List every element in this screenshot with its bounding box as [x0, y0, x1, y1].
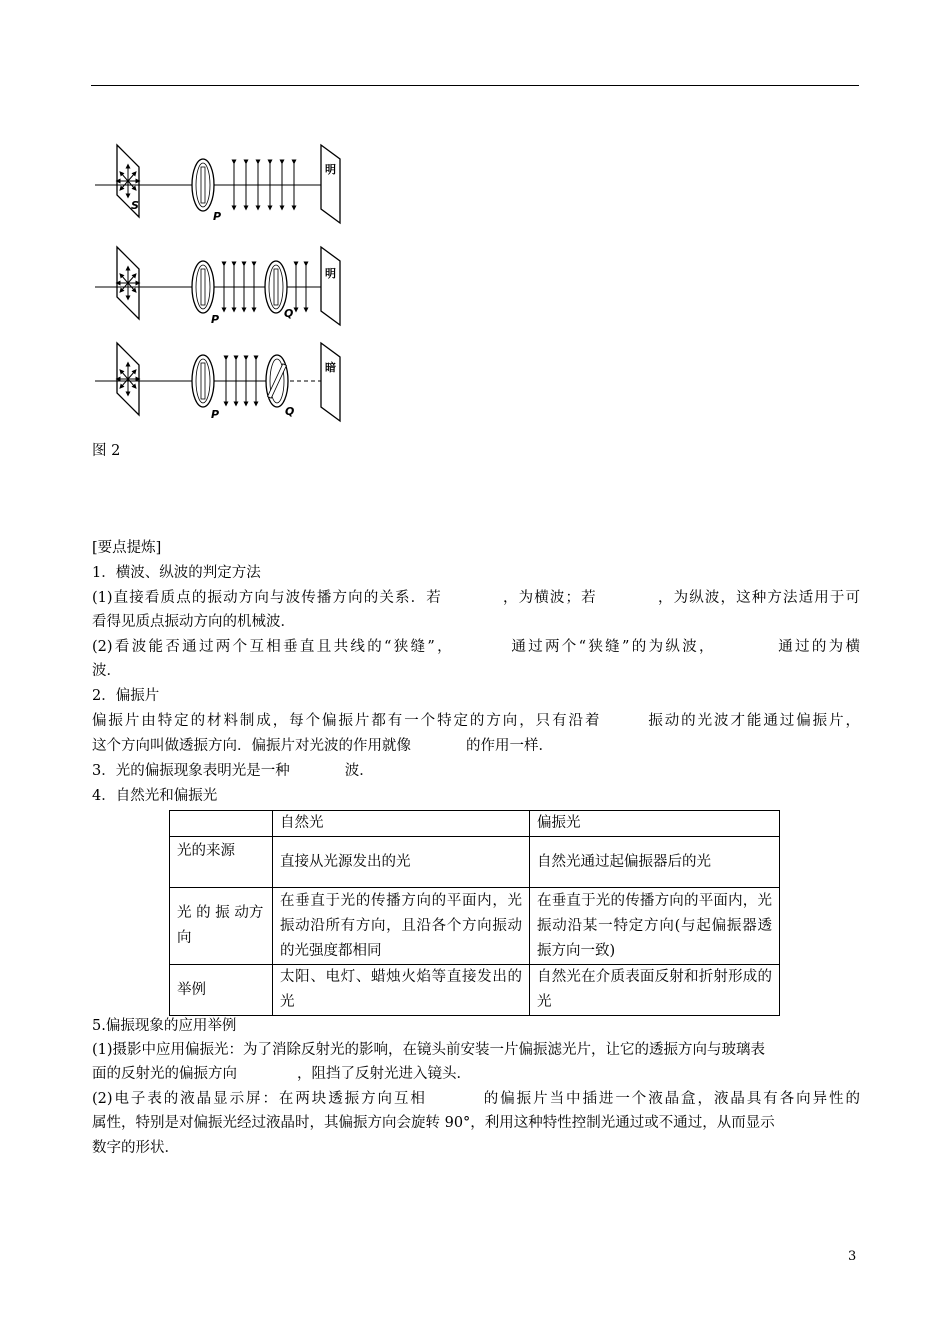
polarizer-label: P	[213, 210, 222, 223]
section-5-para-1-cont: 面的反射光的偏振方向 ，阻挡了反射光进入镜头．	[92, 1066, 471, 1082]
analyzer-label: Q	[284, 307, 294, 320]
section-2-para-cont: 这个方向叫做透振方向．偏振片对光波的作用就像 的作用一样．	[92, 738, 553, 754]
section-2-title: 2．偏振片	[92, 688, 160, 704]
section-5-para-2-end: 数字的形状．	[92, 1140, 179, 1156]
screen-label: 明	[325, 163, 336, 176]
section-5-para-2: (2)电子表的液晶显示屏：在两块透振方向互相 的偏振片当中插进一个液晶盒，液晶具有各向异性的	[92, 1091, 860, 1107]
table-cell: 在垂直于光的传播方向的平面内，光振动沿某一特定方向(与起偏振器透振方向一致)	[530, 888, 780, 965]
page-number: 3	[848, 1249, 857, 1264]
key-points-heading: [要点提炼]	[92, 540, 162, 556]
section-1-para-2: (2)看波能否通过两个互相垂直且共线的“狭缝”， 通过两个“狭缝”的为纵波， 通过的为横	[92, 639, 860, 655]
svg-text:明: 明	[325, 267, 336, 280]
table-row	[170, 888, 780, 965]
figure-row-2	[95, 247, 340, 326]
section-5-para-2-cont: 属性，特别是对偏振光经过液晶时，其偏振方向会旋转 90°，利用这种特性控制光通过或不通过，从而显示	[92, 1115, 775, 1131]
screen	[321, 145, 340, 223]
section-2-para: 偏振片由特定的材料制成，每个偏振片都有一个特定的方向，只有沿着 振动的光波才能通过偏振片，	[92, 713, 861, 729]
table-header-cell: 偏振光	[530, 811, 780, 837]
table-row-label: 举例	[170, 965, 273, 1016]
source-label: S	[131, 199, 139, 212]
table-row	[170, 965, 780, 1016]
section-5-para-1: (1)摄影中应用偏振光：为了消除反射光的影响，在镜头前安装一片偏振滤光片，让它的透振方向与玻璃表	[92, 1042, 766, 1058]
table-row	[170, 837, 780, 888]
figure-row-3	[95, 343, 340, 421]
figure-row-1	[95, 145, 340, 223]
table-header-cell: 自然光	[273, 811, 530, 837]
table-row-label: 光的来源	[170, 837, 273, 888]
figure-caption: 图 2	[92, 443, 121, 459]
table-row-label: 光 的 振 动方向	[170, 888, 273, 965]
section-1-para-1-cont: 看得见质点振动方向的机械波．	[92, 614, 295, 630]
table-cell: 太阳、电灯、蜡烛火焰等直接发出的光	[273, 965, 530, 1016]
table-header-row	[170, 811, 780, 837]
table-header-cell	[170, 811, 273, 837]
section-1-title: 1．横波、纵波的判定方法	[92, 565, 261, 581]
section-4-title: 4．自然光和偏振光	[92, 788, 218, 804]
svg-text:P: P	[211, 408, 220, 421]
svg-text:P: P	[211, 313, 220, 326]
light-comparison-table	[169, 810, 780, 1016]
polarization-figure	[93, 135, 358, 430]
table-cell: 自然光在介质表面反射和折射形成的光	[530, 965, 780, 1016]
section-3: 3．光的偏振现象表明光是一种 波．	[92, 763, 374, 779]
section-1-para-1: (1)直接看质点的振动方向与波传播方向的关系．若 ，为横波；若 ，为纵波，这种方法适用于可	[92, 590, 861, 606]
section-5-title: 5.偏振现象的应用举例	[92, 1018, 237, 1034]
svg-text:暗: 暗	[325, 361, 336, 374]
table-cell: 在垂直于光的传播方向的平面内，光振动沿所有方向，且沿各个方向振动的光强度都相同	[273, 888, 530, 965]
section-1-para-2-cont: 波．	[92, 663, 121, 679]
header-rule	[91, 85, 859, 86]
table-cell: 直接从光源发出的光	[273, 837, 530, 888]
table-cell: 自然光通过起偏振器后的光	[530, 837, 780, 888]
svg-text:Q: Q	[285, 405, 295, 418]
